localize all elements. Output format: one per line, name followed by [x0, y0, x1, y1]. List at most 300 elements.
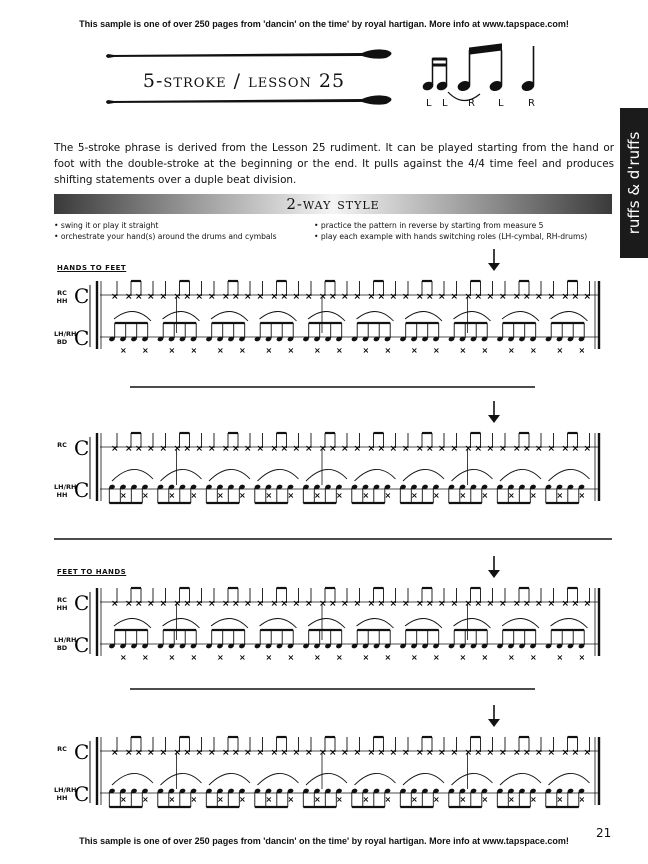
foot-note-icon: ×: [336, 491, 343, 500]
foot-note-icon: ×: [265, 653, 273, 662]
cymbal-note-icon: ×: [292, 748, 301, 758]
foot-note-icon: ×: [384, 795, 392, 804]
cymbal-note-icon: ×: [222, 748, 230, 758]
foot-note-icon: ×: [120, 653, 127, 662]
foot-note-icon: ×: [578, 653, 586, 662]
cymbal-note-icon: ×: [438, 292, 446, 302]
cymbal-note-icon: ×: [353, 292, 362, 302]
foot-note-icon: ×: [362, 346, 370, 355]
slur: [308, 618, 345, 628]
slur: [211, 311, 248, 321]
foot-note-icon: ×: [190, 346, 198, 355]
slur: [355, 469, 396, 481]
cymbal-note-icon: ×: [416, 599, 424, 609]
foot-note-icon: ×: [287, 491, 295, 500]
cymbal-note-icon: ×: [111, 748, 119, 758]
foot-note-icon: ×: [556, 491, 564, 500]
arrow-icon: [488, 570, 500, 578]
cymbal-note-icon: ×: [535, 292, 543, 302]
cymbal-note-icon: ×: [270, 748, 279, 758]
cymbal-note-icon: ×: [173, 444, 182, 454]
instrument-lower-text: LH/RH BD: [54, 330, 77, 346]
cymbal-note-icon: ×: [523, 292, 531, 302]
cymbal-note-icon: ×: [222, 292, 230, 302]
cymbal-note-icon: ×: [319, 599, 327, 609]
cymbal-note-icon: ×: [402, 444, 410, 454]
cymbal-note-icon: ×: [367, 599, 376, 609]
cymbal-note-icon: ×: [280, 748, 289, 758]
cymbal-note-icon: ×: [474, 444, 483, 454]
cymbal-note-icon: ×: [195, 444, 204, 454]
cymbal-note-icon: ×: [583, 599, 592, 609]
foot-note-icon: ×: [530, 795, 537, 804]
cymbal-note-icon: ×: [416, 444, 424, 454]
cymbal-note-icon: ×: [547, 444, 556, 454]
foot-note-icon: ×: [556, 795, 564, 804]
cymbal-note-icon: ×: [583, 748, 592, 758]
cymbal-note-icon: ×: [377, 748, 386, 758]
cymbal-note-icon: ×: [583, 444, 592, 454]
cymbal-note-icon: ×: [341, 292, 349, 302]
sample-notice-bottom: This sample is one of over 250 pages from 'dancin' on the time' by royal hartigan. More info at www.tapspace.com!: [79, 836, 569, 846]
cymbal-note-icon: ×: [329, 599, 337, 609]
cymbal-note-icon: ×: [426, 292, 434, 302]
cymbal-note-icon: ×: [319, 748, 327, 758]
cymbal-note-icon: ×: [329, 292, 337, 302]
cymbal-note-icon: ×: [523, 599, 531, 609]
slur: [308, 311, 345, 321]
slur: [405, 618, 442, 628]
cymbal-note-icon: ×: [256, 599, 265, 609]
slur: [306, 773, 347, 785]
cymbal-note-icon: ×: [547, 292, 556, 302]
cymbal-note-icon: ×: [513, 599, 521, 609]
cymbal-note-icon: ×: [464, 599, 473, 609]
instrument-lower-text: LH/RH BD: [54, 636, 77, 652]
cymbal-note-icon: ×: [450, 599, 459, 609]
foot-note-icon: ×: [314, 795, 321, 804]
foot-note-icon: ×: [314, 346, 321, 355]
cymbal-note-icon: ×: [305, 444, 313, 454]
cymbal-note-icon: ×: [438, 444, 446, 454]
cymbal-note-icon: ×: [571, 292, 580, 302]
cymbal-note-icon: ×: [319, 292, 327, 302]
cymbal-note-icon: ×: [341, 599, 349, 609]
cymbal-note-icon: ×: [341, 444, 349, 454]
cymbal-note-icon: ×: [208, 599, 216, 609]
tip-reverse: • practice the pattern in reverse by starting from measure 5: [314, 221, 544, 230]
cymbal-note-icon: ×: [135, 292, 143, 302]
slur: [355, 773, 396, 785]
cymbal-note-icon: ×: [464, 748, 473, 758]
foot-note-icon: ×: [578, 795, 586, 804]
foot-note-icon: ×: [217, 491, 224, 500]
slur: [502, 618, 539, 628]
slur: [260, 618, 297, 628]
cymbal-note-icon: ×: [535, 748, 543, 758]
cymbal-note-icon: ×: [159, 292, 168, 302]
cymbal-note-icon: ×: [270, 599, 279, 609]
foot-note-icon: ×: [556, 346, 564, 355]
foot-note-icon: ×: [239, 653, 246, 662]
slur: [549, 469, 590, 481]
cymbal-note-icon: ×: [270, 444, 279, 454]
foot-note-icon: ×: [459, 653, 467, 662]
cymbal-note-icon: ×: [523, 444, 531, 454]
cymbal-note-icon: ×: [547, 599, 556, 609]
slur: [163, 311, 200, 321]
cymbal-note-icon: ×: [535, 599, 543, 609]
sticking-2: L: [442, 98, 448, 109]
cymbal-note-icon: ×: [513, 444, 521, 454]
cymbal-note-icon: ×: [125, 599, 133, 609]
slur: [549, 773, 590, 785]
cymbal-note-icon: ×: [222, 444, 230, 454]
cymbal-note-icon: ×: [474, 748, 483, 758]
cymbal-note-icon: ×: [535, 444, 543, 454]
sticking-5: R: [528, 98, 535, 109]
slur: [209, 773, 250, 785]
foot-note-icon: ×: [120, 346, 127, 355]
cymbal-note-icon: ×: [232, 444, 240, 454]
cymbal-note-icon: ×: [499, 292, 507, 302]
foot-note-icon: ×: [314, 491, 321, 500]
cymbal-note-icon: ×: [450, 444, 459, 454]
cymbal-note-icon: ×: [367, 292, 376, 302]
tip-orchestrate: • orchestrate your hand(s) around the drums and cymbals: [54, 232, 277, 241]
slur: [405, 311, 442, 321]
cymbal-note-icon: ×: [450, 748, 459, 758]
cymbal-note-icon: ×: [111, 599, 119, 609]
cymbal-note-icon: ×: [135, 748, 143, 758]
slur: [403, 773, 444, 785]
cymbal-note-icon: ×: [147, 444, 155, 454]
foot-note-icon: ×: [459, 346, 467, 355]
foot-note-icon: ×: [239, 795, 246, 804]
time-signature: C: [74, 436, 90, 460]
cymbal-note-icon: ×: [486, 292, 495, 302]
slur: [500, 469, 541, 481]
slur: [112, 773, 153, 785]
cymbal-note-icon: ×: [222, 599, 230, 609]
slur: [403, 469, 444, 481]
tip-switch-hands: • play each example with hands switching roles (LH-cymbal, RH-drums): [314, 232, 588, 241]
lesson-title: 5-stroke / lesson 25: [142, 70, 346, 92]
foot-note-icon: ×: [287, 346, 295, 355]
cymbal-note-icon: ×: [256, 292, 265, 302]
cymbal-note-icon: ×: [426, 599, 434, 609]
foot-note-icon: ×: [411, 346, 418, 355]
foot-note-icon: ×: [433, 491, 440, 500]
cymbal-note-icon: ×: [159, 444, 168, 454]
slur: [502, 311, 539, 321]
foot-note-icon: ×: [314, 653, 321, 662]
cymbal-note-icon: ×: [438, 748, 446, 758]
cymbal-note-icon: ×: [125, 444, 133, 454]
cymbal-note-icon: ×: [208, 292, 216, 302]
foot-note-icon: ×: [362, 653, 370, 662]
foot-note-icon: ×: [120, 491, 127, 500]
cymbal-note-icon: ×: [319, 444, 327, 454]
cymbal-note-icon: ×: [135, 599, 143, 609]
foot-note-icon: ×: [384, 346, 392, 355]
cymbal-note-icon: ×: [513, 748, 521, 758]
cymbal-note-icon: ×: [270, 292, 279, 302]
foot-note-icon: ×: [411, 653, 418, 662]
cymbal-note-icon: ×: [389, 599, 398, 609]
intro-paragraph: The 5-stroke phrase is derived from the Lesson 25 rudiment. It can be played starting from the hand or foot with the double-stroke at the beginning or the end. It pulls against the 4/4 time feel and produces shifting statements over a duple beat division.: [54, 142, 614, 186]
cymbal-note-icon: ×: [208, 748, 216, 758]
instrument-lower-text: LH/RH HH: [54, 786, 77, 802]
cymbal-note-icon: ×: [353, 444, 362, 454]
foot-note-icon: ×: [142, 653, 149, 662]
cymbal-note-icon: ×: [292, 292, 301, 302]
cymbal-note-icon: ×: [547, 748, 556, 758]
foot-note-icon: ×: [265, 795, 273, 804]
cymbal-note-icon: ×: [147, 292, 155, 302]
cymbal-note-icon: ×: [486, 748, 495, 758]
foot-note-icon: ×: [168, 653, 176, 662]
foot-note-icon: ×: [433, 653, 440, 662]
slur: [500, 773, 541, 785]
foot-note-icon: ×: [433, 346, 440, 355]
foot-note-icon: ×: [481, 346, 489, 355]
foot-note-icon: ×: [239, 346, 246, 355]
foot-note-icon: ×: [168, 491, 176, 500]
cymbal-note-icon: ×: [147, 748, 155, 758]
cymbal-note-icon: ×: [474, 292, 483, 302]
slur: [260, 311, 297, 321]
cymbal-note-icon: ×: [571, 599, 580, 609]
foot-note-icon: ×: [384, 491, 392, 500]
foot-note-icon: ×: [578, 491, 586, 500]
foot-note-icon: ×: [142, 346, 149, 355]
cymbal-note-icon: ×: [561, 599, 570, 609]
arrow-icon: [488, 263, 500, 271]
cymbal-note-icon: ×: [416, 748, 424, 758]
cymbal-note-icon: ×: [426, 444, 434, 454]
time-signature: C: [74, 478, 90, 502]
foot-note-icon: ×: [190, 491, 198, 500]
foot-note-icon: ×: [362, 491, 370, 500]
cymbal-note-icon: ×: [256, 748, 265, 758]
cymbal-note-icon: ×: [244, 444, 252, 454]
chapter-tab-label: ruffs & d'ruffs: [625, 131, 643, 235]
cymbal-note-icon: ×: [513, 292, 521, 302]
slur: [211, 618, 248, 628]
cymbal-note-icon: ×: [111, 444, 119, 454]
cymbal-note-icon: ×: [292, 599, 301, 609]
foot-note-icon: ×: [120, 795, 127, 804]
cymbal-note-icon: ×: [135, 444, 143, 454]
time-signature: C: [74, 284, 90, 308]
foot-note-icon: ×: [433, 795, 440, 804]
foot-note-icon: ×: [336, 346, 343, 355]
instrument-lower-text: LH/RH HH: [54, 483, 77, 499]
cymbal-note-icon: ×: [173, 748, 182, 758]
time-signature: C: [74, 326, 90, 350]
foot-note-icon: ×: [508, 346, 515, 355]
slur: [551, 618, 588, 628]
cymbal-note-icon: ×: [561, 444, 570, 454]
slur: [163, 618, 200, 628]
cymbal-note-icon: ×: [353, 748, 362, 758]
foot-note-icon: ×: [190, 795, 198, 804]
sticking-4: L: [498, 98, 504, 109]
sticking-1: L: [426, 98, 432, 109]
slur: [209, 469, 250, 481]
system-label-feet-to-hands: FEET TO HANDS: [57, 568, 127, 576]
cymbal-note-icon: ×: [486, 599, 495, 609]
cymbal-note-icon: ×: [147, 599, 155, 609]
cymbal-note-icon: ×: [111, 292, 119, 302]
cymbal-note-icon: ×: [232, 599, 240, 609]
instrument-upper-text: RC: [57, 441, 67, 449]
cymbal-note-icon: ×: [183, 599, 192, 609]
slur: [454, 311, 491, 321]
foot-note-icon: ×: [508, 653, 515, 662]
foot-note-icon: ×: [411, 491, 418, 500]
cymbal-note-icon: ×: [499, 599, 507, 609]
slur: [114, 311, 151, 321]
cymbal-note-icon: ×: [389, 444, 398, 454]
slur: [551, 311, 588, 321]
instrument-upper-text: RC HH: [56, 289, 68, 305]
foot-note-icon: ×: [530, 491, 537, 500]
cymbal-note-icon: ×: [183, 444, 192, 454]
foot-note-icon: ×: [265, 491, 273, 500]
foot-note-icon: ×: [217, 653, 224, 662]
cymbal-note-icon: ×: [244, 599, 252, 609]
arrow-icon: [488, 719, 500, 727]
time-signature: C: [74, 633, 90, 657]
cymbal-note-icon: ×: [244, 748, 252, 758]
cymbal-note-icon: ×: [341, 748, 349, 758]
foot-note-icon: ×: [530, 346, 537, 355]
foot-note-icon: ×: [287, 653, 295, 662]
cymbal-note-icon: ×: [402, 292, 410, 302]
cymbal-note-icon: ×: [583, 292, 592, 302]
cymbal-note-icon: ×: [305, 292, 313, 302]
cymbal-note-icon: ×: [438, 599, 446, 609]
cymbal-note-icon: ×: [571, 444, 580, 454]
cymbal-note-icon: ×: [523, 748, 531, 758]
time-signature: C: [74, 782, 90, 806]
cymbal-note-icon: ×: [499, 444, 507, 454]
time-signature: C: [74, 740, 90, 764]
cymbal-note-icon: ×: [232, 292, 240, 302]
cymbal-note-icon: ×: [474, 599, 483, 609]
cymbal-note-icon: ×: [125, 748, 133, 758]
sticking-3: R: [468, 98, 475, 109]
cymbal-note-icon: ×: [280, 599, 289, 609]
cymbal-note-icon: ×: [183, 748, 192, 758]
foot-note-icon: ×: [556, 653, 564, 662]
foot-note-icon: ×: [481, 653, 489, 662]
foot-note-icon: ×: [384, 653, 392, 662]
cymbal-note-icon: ×: [377, 444, 386, 454]
cymbal-note-icon: ×: [402, 748, 410, 758]
page-number: 21: [596, 826, 612, 840]
slur: [258, 469, 299, 481]
foot-note-icon: ×: [287, 795, 295, 804]
cymbal-note-icon: ×: [256, 444, 265, 454]
foot-note-icon: ×: [508, 491, 515, 500]
cymbal-note-icon: ×: [173, 292, 182, 302]
cymbal-note-icon: ×: [402, 599, 410, 609]
cymbal-note-icon: ×: [159, 599, 168, 609]
cymbal-note-icon: ×: [208, 444, 216, 454]
foot-note-icon: ×: [217, 346, 224, 355]
foot-note-icon: ×: [530, 653, 537, 662]
cymbal-note-icon: ×: [195, 599, 204, 609]
cymbal-note-icon: ×: [159, 748, 168, 758]
foot-note-icon: ×: [362, 795, 370, 804]
slur: [454, 618, 491, 628]
cymbal-note-icon: ×: [377, 292, 386, 302]
foot-note-icon: ×: [336, 795, 343, 804]
cymbal-note-icon: ×: [305, 599, 313, 609]
foot-note-icon: ×: [336, 653, 343, 662]
foot-note-icon: ×: [190, 653, 198, 662]
cymbal-note-icon: ×: [367, 748, 376, 758]
foot-note-icon: ×: [481, 491, 489, 500]
cymbal-note-icon: ×: [173, 599, 182, 609]
slur: [114, 618, 151, 628]
instrument-upper-text: RC HH: [56, 596, 68, 612]
cymbal-note-icon: ×: [561, 292, 570, 302]
cymbal-note-icon: ×: [329, 444, 337, 454]
cymbal-note-icon: ×: [571, 748, 580, 758]
slur: [357, 618, 394, 628]
slur: [161, 773, 202, 785]
cymbal-note-icon: ×: [125, 292, 133, 302]
cymbal-note-icon: ×: [499, 748, 507, 758]
slur: [161, 469, 202, 481]
foot-note-icon: ×: [481, 795, 489, 804]
cymbal-note-icon: ×: [389, 748, 398, 758]
foot-note-icon: ×: [142, 795, 149, 804]
foot-note-icon: ×: [265, 346, 273, 355]
cymbal-note-icon: ×: [426, 748, 434, 758]
cymbal-note-icon: ×: [416, 292, 424, 302]
cymbal-note-icon: ×: [292, 444, 301, 454]
cymbal-note-icon: ×: [329, 748, 337, 758]
foot-note-icon: ×: [217, 795, 224, 804]
cymbal-note-icon: ×: [561, 748, 570, 758]
cymbal-note-icon: ×: [367, 444, 376, 454]
cymbal-note-icon: ×: [389, 292, 398, 302]
time-signature: C: [74, 591, 90, 615]
cymbal-note-icon: ×: [353, 599, 362, 609]
foot-note-icon: ×: [411, 795, 418, 804]
slur: [258, 773, 299, 785]
cymbal-note-icon: ×: [195, 748, 204, 758]
foot-note-icon: ×: [168, 346, 176, 355]
cymbal-note-icon: ×: [232, 748, 240, 758]
cymbal-note-icon: ×: [195, 292, 204, 302]
foot-note-icon: ×: [578, 346, 586, 355]
cymbal-note-icon: ×: [486, 444, 495, 454]
foot-note-icon: ×: [168, 795, 176, 804]
cymbal-note-icon: ×: [305, 748, 313, 758]
section-title: 2-way style: [286, 195, 380, 213]
slur: [357, 311, 394, 321]
foot-note-icon: ×: [142, 491, 149, 500]
sample-notice-top: This sample is one of over 250 pages from 'dancin' on the time' by royal hartigan. More info at www.tapspace.com!: [79, 19, 569, 29]
cymbal-note-icon: ×: [244, 292, 252, 302]
foot-note-icon: ×: [239, 491, 246, 500]
